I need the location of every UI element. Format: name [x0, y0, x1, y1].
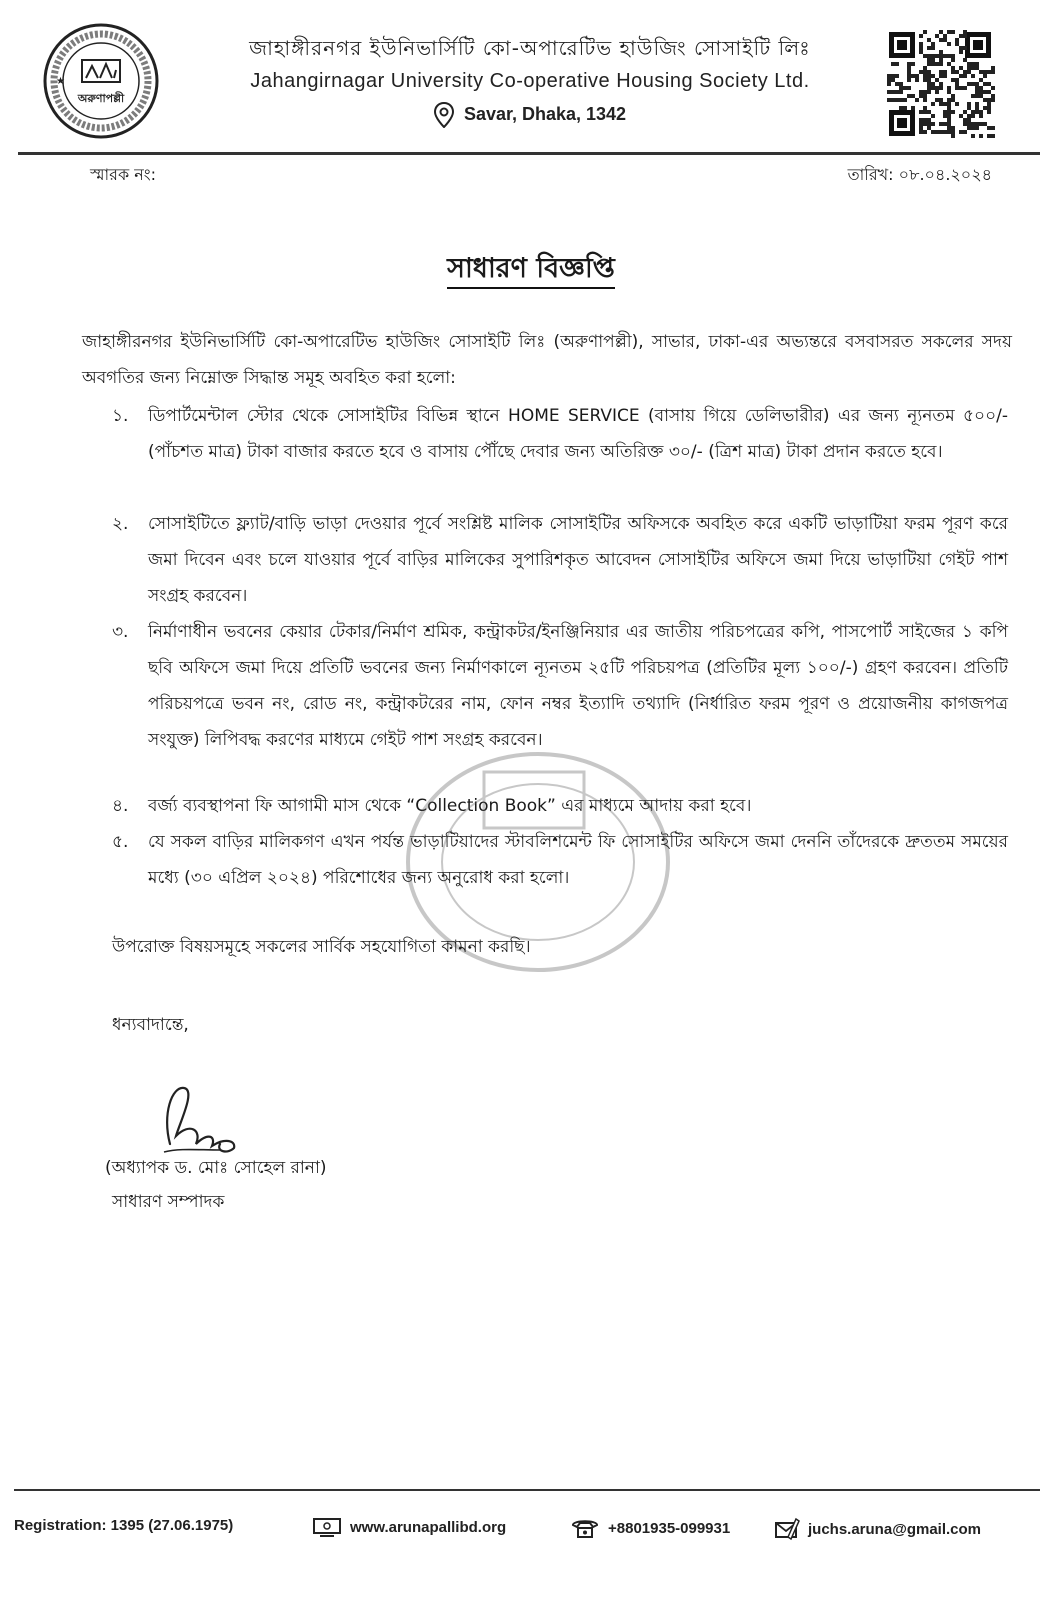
svg-text:অরুণাপল্লী: অরুণাপল্লী — [77, 92, 125, 105]
notice-date: তারিখ: ০৮.০৪.২০২৪ — [847, 165, 992, 184]
org-name-english: Jahangirnagar University Co-operative Housing Society Ltd. — [250, 70, 810, 92]
header-divider — [18, 152, 1040, 155]
signatory-title: সাধারণ সম্পাদক — [112, 1192, 225, 1212]
footer-divider — [14, 1489, 1040, 1491]
footer-registration — [14, 1517, 233, 1534]
footer — [14, 1517, 1044, 1547]
signature-image — [150, 1074, 250, 1164]
item-number: ৩. — [112, 622, 129, 642]
item-number: ৫. — [112, 832, 129, 852]
email-address[interactable]: juchs.aruna@gmail.com — [808, 1520, 982, 1538]
svg-text:★: ★ — [56, 76, 65, 87]
item-text: সোসাইটিতে ফ্ল্যাট/বাড়ি ভাড়া দেওয়ার পূর্বে সংশ্লিষ্ট মালিক সোসাইটির অফিসকে অবহিত করে একটি ভাড়াটিয়া ফরম পূরণ করে জমা দিবেন এবং চলে যাওয়ার পূর্বে বাড়ির মালিকের সুপারিশকৃত আবেদন সোসাইটির অফিসে জমা দিয়ে ভাড়াটিয়া গেইট পাশ সংগ্রহ করবেন। — [148, 514, 1008, 606]
telephone-icon — [570, 1517, 600, 1539]
notice-heading — [0, 248, 1062, 293]
item-text: বর্জ্য ব্যবস্থাপনা ফি আগামী মাস থেকে “Collection Book” এর মাধ্যমে আদায় করা হবে। — [148, 796, 752, 816]
item-text: ডিপার্টমেন্টাল স্টোর থেকে সোসাইটির বিভিন্ন স্থানে HOME SERVICE (বাসায় গিয়ে ডেলিভারীর) এর জন্য ন্যূনতম ৫০০/-(পাঁচশত মাত্র) টাকা বাজার করতে হবে ও বাসায় পৌঁছে দেবার জন্য অতিরিক্ত ৩০/- (ত্রিশ মাত্র) টাকা প্রদান করতে হবে। — [148, 406, 1008, 462]
item-number: ১. — [112, 406, 129, 426]
email-icon — [774, 1517, 800, 1541]
footer-email[interactable] — [774, 1517, 981, 1541]
valediction: ধন্যবাদান্তে, — [112, 1015, 189, 1035]
location-pin-icon — [434, 102, 454, 128]
item-text: যে সকল বাড়ির মালিকগণ এখন পর্যন্ত ভাড়াটিয়াদের স্টাবলিশমেন্ট ফি সোসাইটির অফিসে জমা দেননি তাঁদেরকে দ্রুততম সময়ের মধ্যে (৩০ এপ্রিল ২০২৪) পরিশোধের জন্য অনুরোধ করা হলো। — [148, 832, 1008, 888]
item-number: ২. — [112, 514, 129, 534]
registration-text: Registration: 1395 (27.06.1975) — [14, 1517, 234, 1534]
qr-code[interactable] — [885, 28, 995, 140]
closing-line: উপরোক্ত বিষয়সমূহে সকলের সার্বিক সহযোগিতা কামনা করছি। — [112, 937, 531, 957]
address-text: Savar, Dhaka, 1342 — [463, 103, 627, 124]
monitor-icon — [312, 1517, 342, 1537]
signatory-name: (অধ্যাপক ড. মোঃ সোহেল রানা) — [105, 1158, 327, 1178]
item-text: নির্মাণাধীন ভবনের কেয়ার টেকার/নির্মাণ শ্রমিক, কন্ট্রাকটর/ইনঞ্জিনিয়ার এর জাতীয় পরিচপত্রের কপি, পাসপোর্ট সাইজের ১ কপি ছবি অফিসে জমা দিয়ে প্রতিটি ভবনের জন্য নির্মাণকালে ন্যূনতম ২৫টি পরিচয়পত্র (প্রতিটির মূল্য ১০০/-) গ্রহণ করবেন। প্রতিটি পরিচয়পত্রে ভবন নং, রোড নং, কন্ট্রাকটরের নাম, ফোন নম্বর ইত্যাদি তথ্যাদি (নির্ধারিত ফরম পূরণ ও প্রয়োজনীয় কাগজপত্র সংযুক্ত) লিপিবদ্ধ করণের মাধ্যমে গেইট পাশ সংগ্রহ করবেন। — [148, 622, 1008, 750]
society-seal-logo — [42, 22, 160, 140]
org-address — [180, 102, 880, 128]
notice-heading-text: সাধারণ বিজ্ঞপ্তি — [447, 253, 615, 289]
phone-number[interactable]: +8801935-099931 — [608, 1519, 731, 1537]
footer-phone[interactable] — [570, 1517, 730, 1539]
reference-number-label: স্মারক নং: — [90, 165, 157, 184]
item-number: ৪. — [112, 796, 129, 816]
org-name-bengali: জাহাঙ্গীরনগর ইউনিভার্সিটি কো-অপারেটিভ হাউজিং সোসাইটি লিঃ — [249, 36, 811, 60]
footer-website[interactable] — [312, 1517, 506, 1537]
notice-intro: জাহাঙ্গীরনগর ইউনিভার্সিটি কো-অপারেটিভ হাউজিং সোসাইটি লিঃ (অরুণাপল্লী), সাভার, ঢাকা-এর অভ্যন্তরে বসবাসরত সকলের সদয় অবগতির জন্য নিম্নোক্ত সিদ্ধান্ত সমূহ অবহিত করা হলো: — [82, 332, 1012, 388]
website-link[interactable]: www.arunapallibd.org — [350, 1518, 507, 1536]
